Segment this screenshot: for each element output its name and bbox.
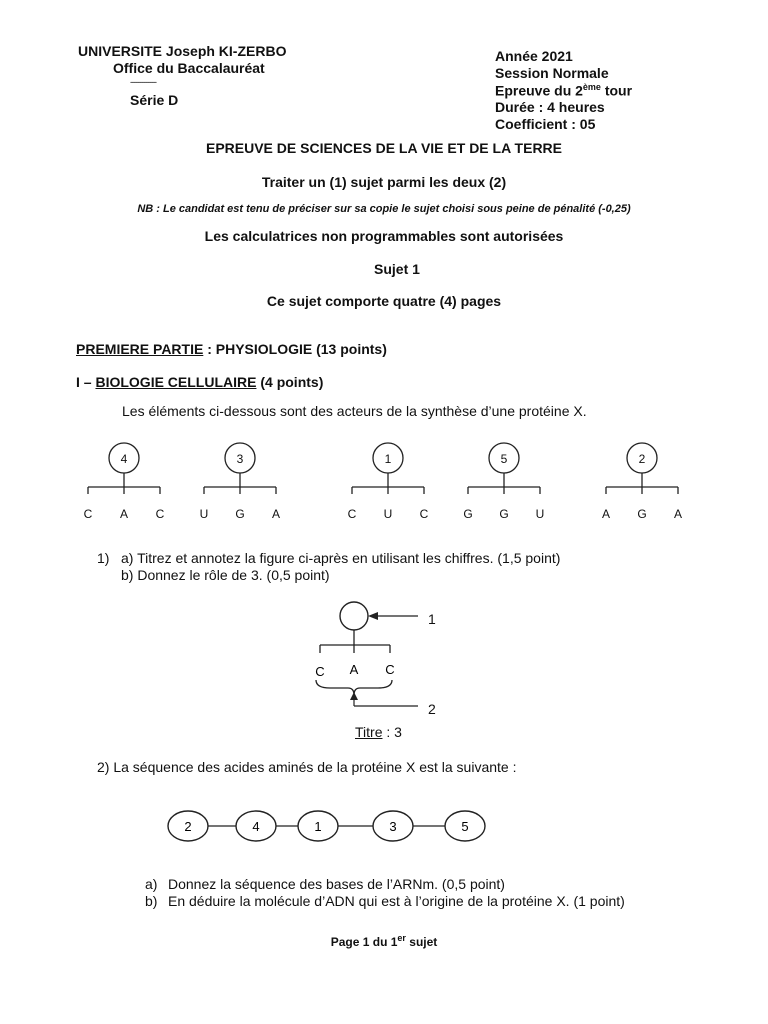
q2-a: Donnez la séquence des bases de l’ARNm. (0,5 point) <box>168 876 505 892</box>
part-title: PREMIERE PARTIE : PHYSIOLOGIE (13 points) <box>76 341 387 357</box>
year-label: Année 2021 <box>495 48 573 64</box>
trna-elements-figure <box>0 436 768 532</box>
q1-a: a) Titrez et annotez la figure ci-après en utilisant les chiffres. (1,5 point) <box>121 550 561 566</box>
trna-base: G <box>235 507 245 521</box>
trna-number-4: 5 <box>500 452 508 466</box>
figure-base-2: A <box>349 662 359 677</box>
amino-acid-label: 1 <box>314 819 322 834</box>
university-name: UNIVERSITE Joseph KI-ZERBO <box>78 43 287 59</box>
q2-b: En déduire la molécule d’ADN qui est à l’origine de la protéine X. (1 point) <box>168 893 625 909</box>
page-footer: Page 1 du 1er sujet <box>330 933 438 949</box>
epreuve-label: Epreuve du 2ème tour <box>495 82 633 99</box>
header-dashes: ------------- <box>130 77 156 87</box>
pages-note: Ce sujet comporte quatre (4) pages <box>266 293 502 309</box>
trna-base: G <box>499 507 509 521</box>
trna-base: U <box>383 507 393 521</box>
amino-acid-label: 3 <box>389 819 397 834</box>
trna-base: C <box>83 507 93 521</box>
trna-base: A <box>673 507 683 521</box>
figure-base-1: C <box>315 664 325 679</box>
amino-acid-label: 4 <box>252 819 260 834</box>
trna-base: C <box>155 507 165 521</box>
trna-number-1: 4 <box>120 452 128 466</box>
figure-circle <box>340 602 368 630</box>
serie-label: Série D <box>130 92 179 108</box>
amino-acid-label: 2 <box>184 819 192 834</box>
figure-label-2: 2 <box>428 701 436 717</box>
trna-base: C <box>347 507 357 521</box>
q1-number: 1) <box>97 550 110 566</box>
instruction: Traiter un (1) sujet parmi les deux (2) <box>261 174 507 190</box>
coefficient-label: Coefficient : 05 <box>495 116 596 132</box>
trna-base: G <box>463 507 473 521</box>
exam-title: EPREUVE DE SCIENCES DE LA VIE ET DE LA TERRE <box>205 140 563 156</box>
sujet-label: Sujet 1 <box>374 261 420 277</box>
nb-note: NB : Le candidat est tenu de préciser sur sa copie le sujet choisi sous peine de pénalité (-0,25) <box>137 203 631 215</box>
trna-base: U <box>199 507 209 521</box>
trna-base: A <box>271 507 281 521</box>
office-name: Office du Baccalauréat <box>113 60 265 76</box>
section-title: I – BIOLOGIE CELLULAIRE (4 points) <box>76 374 324 390</box>
q2-b-number: b) <box>145 893 158 909</box>
trna-number-2: 3 <box>236 452 244 466</box>
duration-label: Durée : 4 heures <box>495 99 605 115</box>
trna-number-3: 1 <box>384 452 392 466</box>
amino-acid-label: 5 <box>461 819 469 834</box>
trna-number-5: 2 <box>638 452 646 466</box>
trna-base: U <box>535 507 545 521</box>
q2-a-number: a) <box>145 876 158 892</box>
figure-base-3: C <box>385 662 395 677</box>
figure-label-1: 1 <box>428 611 436 627</box>
q2-text: 2) La séquence des acides aminés de la protéine X est la suivante : <box>97 759 517 775</box>
session-label: Session Normale <box>495 65 609 81</box>
trna-base: A <box>119 507 129 521</box>
trna-base: A <box>601 507 611 521</box>
q1-b: b) Donnez le rôle de 3. (0,5 point) <box>121 567 330 583</box>
calculators-note: Les calculatrices non programmables sont autorisées <box>204 228 564 244</box>
figure-title: Titre : 3 <box>355 724 402 740</box>
intro-text: Les éléments ci-dessous sont des acteurs de la synthèse d’une protéine X. <box>122 403 587 419</box>
trna-base: C <box>419 507 429 521</box>
amino-acid-chain <box>150 804 500 848</box>
trna-base: G <box>637 507 647 521</box>
